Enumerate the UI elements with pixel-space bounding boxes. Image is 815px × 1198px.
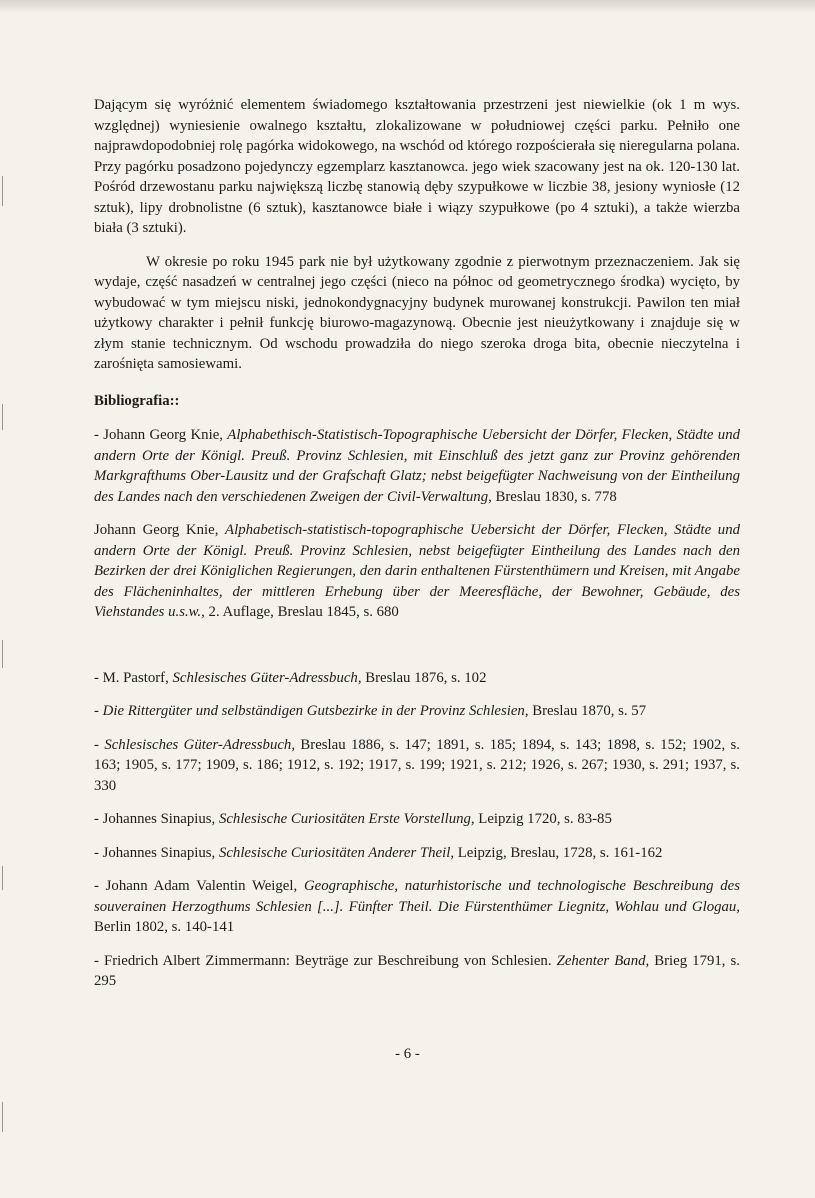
scan-edge-mark [2, 176, 3, 206]
bibliography-entry: - Schlesisches Güter-Adressbuch, Breslau 1886, s. 147; 1891, s. 185; 1894, s. 143; 1898, s. 152; 1902, s. 163; 1905, s. 177; 1909, s. 186; 1912, s. 192; 1917, s. 199; 1921, s. 212; 1926, s. 267; 1930, s. 291; 1937, s. 330 [94, 736, 740, 794]
page-number: - 6 - [395, 1046, 420, 1062]
scan-edge-mark [2, 1102, 3, 1132]
scan-edge-mark [2, 640, 3, 668]
bibliography-heading: Bibliografia:: [94, 392, 180, 409]
scan-edge-mark [2, 404, 3, 430]
scan-top-shadow [0, 0, 815, 14]
bibliography-entry: - Die Rittergüter und selbständigen Gutsbezirke in der Provinz Schlesien, Breslau 1870, s. 57 [94, 703, 647, 719]
bibliography-entry: - Johann Adam Valentin Weigel, Geographische, naturhistorische und technologische Beschreibung des souverainen Herzogthums Schlesien [...]. Fünfter Theil. Die Fürstenthümer Liegnitz, Wohlau und Glogau, Berlin 1802, s. 140-141 [94, 878, 740, 935]
bibliography-entry: - Johann Georg Knie, Alphabethisch-Statistisch-Topographische Uebersicht der Dörfer, Flecken, Städte und andern Orte der Königl. Preuß. Provinz Schlesien, mit Einschluß des jetzt ganz zur Provinz gehörenden Markgrafthums Ober-Lausitz und der Grafschaft Glatz; nebst beigefügter Nachweisung von der Eintheilung des Landes nach den verschiedenen Zweigen der Civil-Verwaltung, Breslau 1830, s. 778 [94, 427, 741, 505]
paragraph: Dającym się wyróżnić elementem świadomego kształtowania przestrzeni jest niewielkie (ok 1 m wys. względnej) wyniesienie owalnego kształtu, zlokalizowane w południowej części parku. Pełniło one najprawdopodobniej rolę pagórka widokowego, na wschód od którego rozpościerała się nieregularna polana. Przy pagórku posadzono pojedynczy egzemplarz kasztanowca. jego wiek szacowany jest na ok. 120-130 lat. Pośród drzewostanu parku największą liczbę stanowią dęby szypułkowe w liczbie 38, jesiony wyniosłe (12 sztuk), lipy drobnolistne (6 sztuk), kasztanowce białe i wiązy szypułkowe (po 4 sztuki), a także wierzba biała (3 sztuki). [94, 97, 740, 236]
bibliography-entry: - Johannes Sinapius, Schlesische Curiositäten Erste Vorstellung, Leipzig 1720, s. 83-85 [94, 811, 612, 827]
bibliography-entry: - Johannes Sinapius, Schlesische Curiositäten Anderer Theil, Leipzig, Breslau, 1728, s. 161-162 [94, 844, 663, 861]
paragraph: W okresie po roku 1945 park nie był użytkowany zgodnie z pierwotnym przeznaczeniem. Jak się wydaje, część nasadzeń w centralnej jego części (nieco na północ od geometrycznego środka) wycięto, by wybudować w tym miejscu niski, jednokondygnacyjny budynek murowanej konstrukcji. Pawilon ten miał użytkowy charakter i pełnił funkcję biurowo-magazynową. Obecnie jest nieużytkowany i znajduje się w złym stanie technicznym. Od wschodu prowadziła do niego szeroka droga bita, obecnie nieczytelna i zarośnięta samosiewami. [94, 253, 740, 372]
bibliography-entry: Johann Georg Knie, Alphabetisch-statistisch-topographische Uebersicht der Dörfer, Flecken, Städte und andern Orte der Königl. Preuß. Provinz Schlesien, nebst beigefügter Eintheilung des Landes nach den Bezirken der drei Königlichen Regierungen, den darin enthaltenen Fürstenthümern und Kreisen, mit Angabe des Flächeninhaltes, der mittleren Erhebung über der Meeresfläche, der Bewohner, Gebäude, des Viehstandes u.s.w., 2. Auflage, Breslau 1845, s. 680 [94, 522, 740, 620]
bibliography-entry: - M. Pastorf, Schlesisches Güter-Adressbuch, Breslau 1876, s. 102 [94, 669, 487, 686]
scan-edge-mark [2, 866, 3, 890]
bibliography-entry: - Friedrich Albert Zimmermann: Beyträge zur Beschreibung von Schlesien. Zehenter Band, Brieg 1791, s. 295 [94, 952, 740, 989]
page-body [94, 95, 740, 1005]
